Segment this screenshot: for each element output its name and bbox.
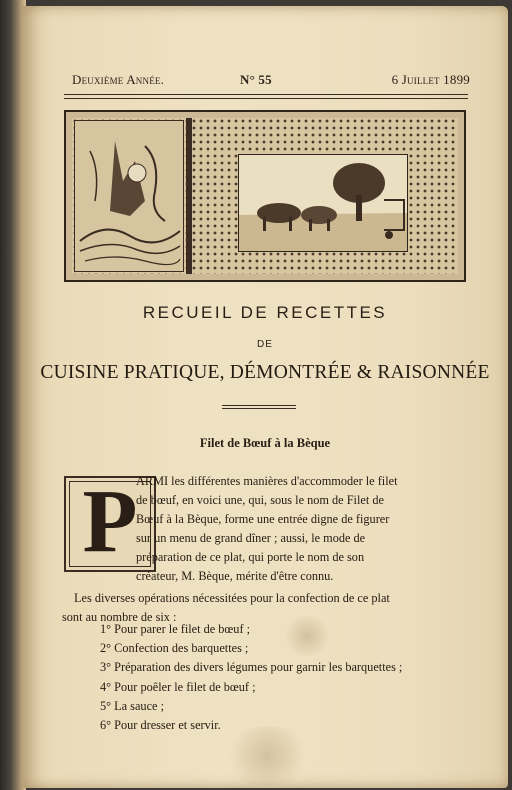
publication-subtitle: CUISINE PRATIQUE, DÉMONTRÉE & RAISONNÉE <box>40 362 490 383</box>
header-rule <box>64 94 468 95</box>
paragraph-line: ARMI les différentes manières d'accommoder le filet <box>136 474 398 488</box>
list-item: 3° Préparation des divers légumes pour garnir les barquettes ; <box>100 660 403 675</box>
title-ornament-rule-thin <box>222 408 296 409</box>
list-item: 6° Pour dresser et servir. <box>100 718 221 733</box>
paper-stain <box>282 616 332 656</box>
paper-stain <box>222 726 312 786</box>
river-scene-illustration <box>75 121 183 271</box>
paragraph-line: sont au nombre de six : <box>62 610 177 624</box>
paragraph-line: Les diverses opérations nécessitées pour la confection de ce plat <box>74 591 390 605</box>
paragraph-line: créateur, M. Bèque, mérite d'être connu. <box>136 569 334 583</box>
paragraph-line: sur un menu de grand dîner ; aussi, le mode de <box>136 531 366 545</box>
header-date: 6 Juillet 1899 <box>391 72 470 87</box>
list-item: 2° Confection des barquettes ; <box>100 641 249 656</box>
paragraph-line: de bœuf, en voici une, qui, sous le nom de Filet de <box>136 493 384 507</box>
dropcap-letter: P <box>82 472 138 571</box>
publication-title: RECUEIL DE RECETTES <box>142 303 388 322</box>
header-rule-thin <box>64 98 468 99</box>
list-item: 5° La sauce ; <box>100 698 164 713</box>
header-issue-number: N° 55 <box>240 72 272 87</box>
title-ornament-rule <box>222 405 296 406</box>
engraved-vignette <box>64 110 466 282</box>
vignette-divider <box>186 118 192 274</box>
list-item: 1° Pour parer le filet de bœuf ; <box>100 622 251 636</box>
paragraph-line: préparation de ce plat, qui porte le nom de son <box>136 550 365 564</box>
vignette-right-panel <box>238 154 408 252</box>
header-year: Deuxième Année. <box>72 72 165 87</box>
steps-list <box>100 620 402 735</box>
recipe-title: Filet de Bœuf à la Bèque <box>199 436 331 450</box>
book-page <box>22 6 508 788</box>
paragraph-line: Bœuf à la Bèque, forme une entrée digne de figurer <box>136 512 390 526</box>
list-item: 4° Pour poêler le filet de bœuf ; <box>100 679 256 694</box>
cattle-pasture-illustration <box>239 155 407 251</box>
publication-title-de: DE <box>257 339 273 350</box>
vignette-left-panel <box>74 120 184 272</box>
